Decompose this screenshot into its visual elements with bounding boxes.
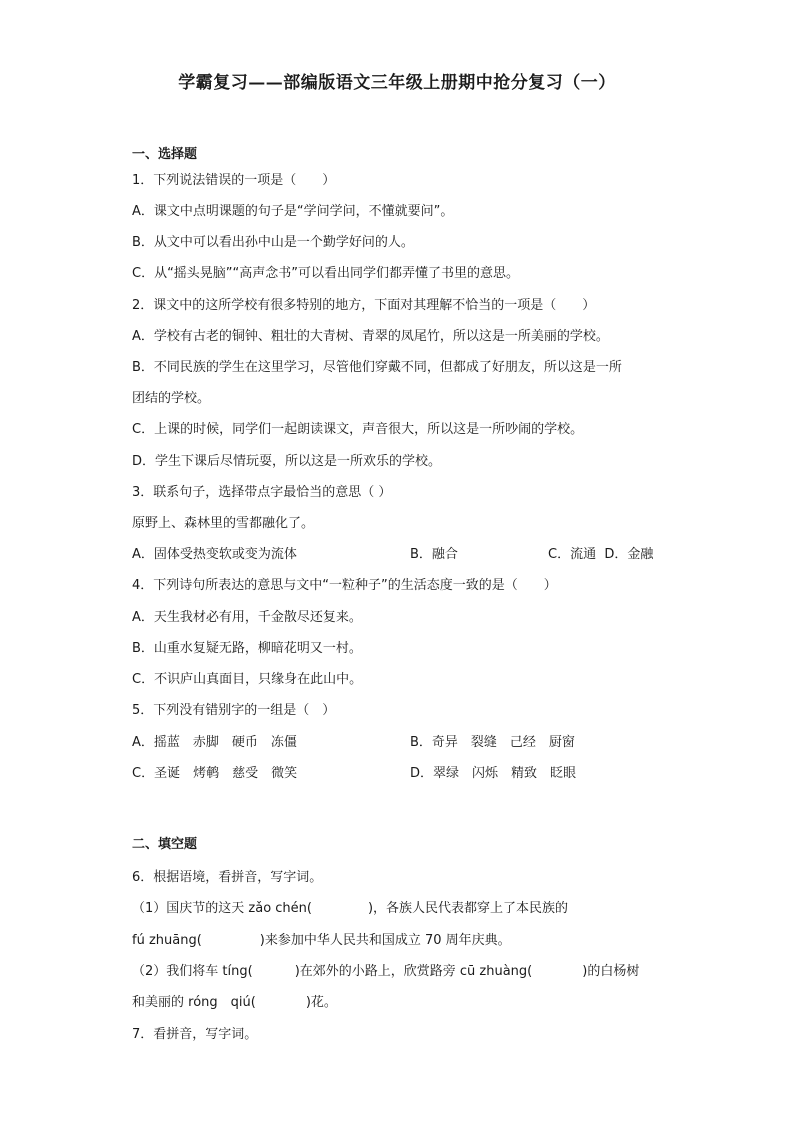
question-2-option-b: B．不同民族的学生在这里学习，尽管他们穿戴不同，但都成了好朋友，所以这是一所 bbox=[132, 360, 622, 375]
question-6-line-2 bbox=[132, 932, 511, 950]
question-6-stem: 6．根据语境，看拼音，写字词。 bbox=[132, 870, 323, 885]
q6-line4-part-b: )花。 bbox=[305, 995, 337, 1010]
q6-line2-part-a: fú zhuāng( bbox=[132, 933, 202, 948]
question-5-option-b: B．奇异 裂缝 己经 厨窗 bbox=[410, 735, 575, 750]
q6-line4-part-a: 和美丽的 róng qiú( bbox=[132, 995, 256, 1010]
question-7-stem: 7．看拼音，写字词。 bbox=[132, 1027, 258, 1042]
question-1-stem: 1．下列说法错误的一项是（ ） bbox=[132, 173, 336, 188]
q6-line3-part-c: )的白杨树 bbox=[582, 964, 640, 979]
question-1-option-b: B．从文中可以看出孙中山是一个勤学好问的人。 bbox=[132, 235, 414, 250]
page-title: 学霸复习——部编版语文三年级上册期中抢分复习（一） bbox=[178, 73, 616, 93]
question-3-sentence: 原野上、森林里的雪都融化了。 bbox=[132, 516, 315, 531]
q6-line2-part-b: )来参加中华人民共和国成立 70 周年庆典。 bbox=[259, 933, 511, 948]
question-2-option-a: A．学校有古老的铜钟、粗壮的大青树、青翠的凤尾竹，所以这是一所美丽的学校。 bbox=[132, 329, 609, 344]
q6-line1-part-a: （1）国庆节的这天 zǎo chén( bbox=[132, 901, 312, 916]
question-1-option-c: C．从“摇头晃脑”“高声念书”可以看出同学们都弄懂了书里的意思。 bbox=[132, 266, 520, 281]
question-3-option-cd: C．流通 D．金融 bbox=[548, 547, 654, 562]
question-6-line-3 bbox=[132, 963, 639, 981]
question-2-stem: 2．课文中的这所学校有很多特别的地方，下面对其理解不恰当的一项是（ ） bbox=[132, 298, 596, 313]
section-heading-fill: 二、填空题 bbox=[132, 837, 198, 852]
question-6-line-4 bbox=[132, 994, 337, 1012]
question-4-stem: 4．下列诗句所表达的意思与文中“一粒种子”的生活态度一致的是（ ） bbox=[132, 578, 557, 593]
q6-line1-part-b: )，各族人民代表都穿上了本民族的 bbox=[367, 901, 569, 916]
question-4-option-a: A．天生我材必有用，千金散尽还复来。 bbox=[132, 610, 362, 625]
question-1-option-a: A．课文中点明课题的句子是“学问学问，不懂就要问”。 bbox=[132, 204, 454, 219]
question-4-option-b: B．山重水复疑无路，柳暗花明又一村。 bbox=[132, 641, 362, 656]
question-2-option-c: C．上课的时候，同学们一起朗读课文，声音很大，所以这是一所吵闹的学校。 bbox=[132, 422, 584, 437]
q6-line3-part-b: )在郊外的小路上，欣赏路旁 cū zhuàng( bbox=[294, 964, 533, 979]
question-4-option-c: C．不识庐山真面目，只缘身在此山中。 bbox=[132, 672, 363, 687]
question-5-option-a: A．摇蓝 赤脚 硬币 冻僵 bbox=[132, 735, 297, 750]
question-2-option-b-cont: 团结的学校。 bbox=[132, 391, 211, 406]
question-2-option-d: D．学生下课后尽情玩耍，所以这是一所欢乐的学校。 bbox=[132, 454, 442, 469]
question-5-option-d: D．翠绿 闪烁 精致 眨眼 bbox=[410, 766, 577, 781]
question-3-option-b: B．融合 bbox=[410, 547, 458, 562]
question-6-line-1 bbox=[132, 900, 568, 918]
question-3-option-a: A．固体受热变软或变为流体 bbox=[132, 547, 297, 562]
question-5-option-c: C．圣诞 烤鹌 慈受 微笑 bbox=[132, 766, 298, 781]
q6-line3-part-a: （2）我们将车 tíng( bbox=[132, 964, 253, 979]
question-5-stem: 5．下列没有错别字的一组是（ ） bbox=[132, 703, 336, 718]
section-heading-choice: 一、选择题 bbox=[132, 147, 198, 162]
question-3-stem: 3．联系句子，选择带点字最恰当的意思（ ） bbox=[132, 485, 392, 500]
